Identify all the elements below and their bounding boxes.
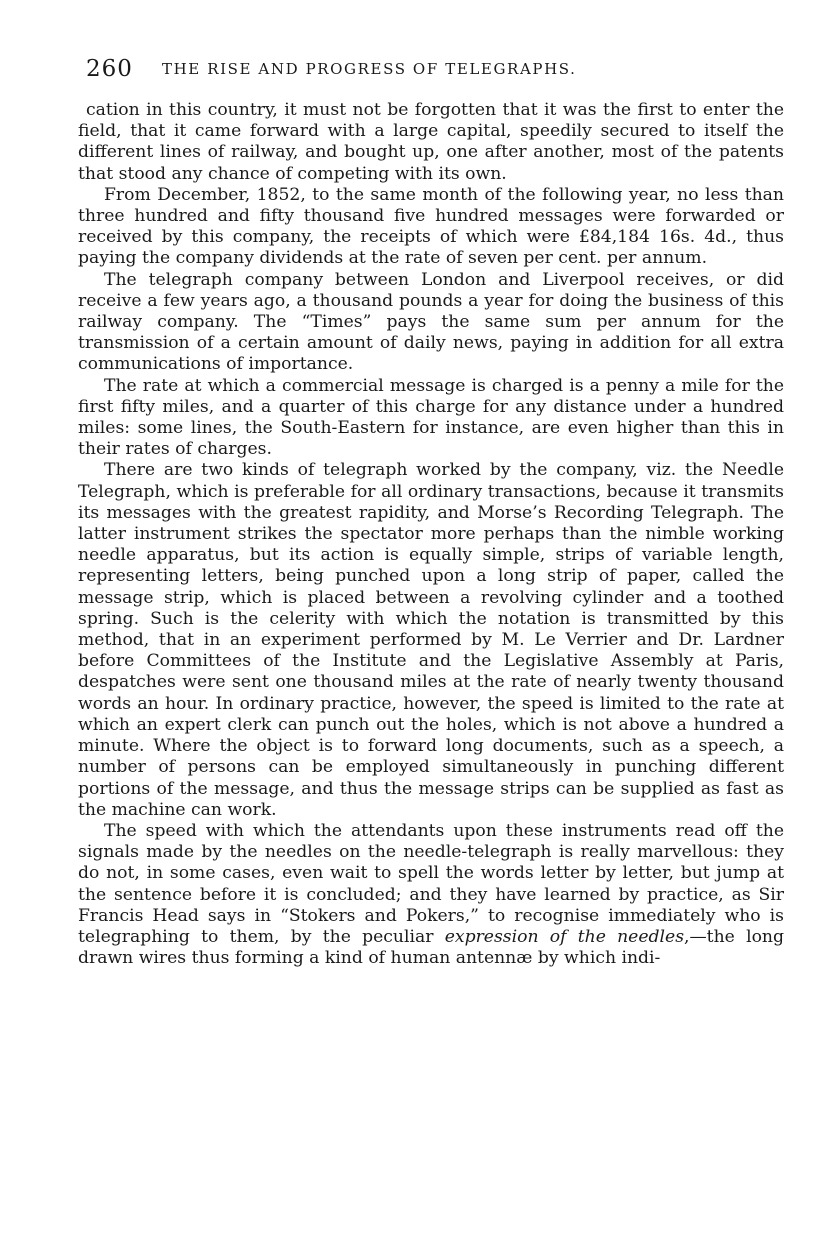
paragraph-dividends: From December, 1852, to the same month of the following year, no less than three hundred and fifty thousand five hundred messages were forwarded or received by this company, the receipts of which were £84,184 16s. 4d., thus paying the company dividends at the rate of seven per cent. per annum. — [78, 184, 784, 269]
paragraph-london-liverpool: The telegraph company between London and Liverpool receives, or did receive a few years ago, a thousand pounds a year for doing the business of this railway company. The “Times” pays the same sum per annum for the transmission of a certain amount of daily news, paying in addition for all extra communications of importance. — [78, 269, 784, 375]
paragraph-reading-speed — [78, 821, 784, 969]
paragraph-telegraph-kinds: There are two kinds of telegraph worked by the company, viz. the Needle Telegraph, which is preferable for all ordinary transactions, because it transmits its messages with the greatest rapidity, and Morse’s Recording Telegraph. The latter instrument strikes the spectator more perhaps than the nimble working needle apparatus, but its action is equally simple, strips of variable length, representing letters, being punched upon a long strip of paper, called the message strip, which is placed between a revolving cylinder and a toothed spring. Such is the celerity with which the notation is transmitted by this method, that in an experiment performed by M. Le Verrier and Dr. Lardner before Committees of the Institute and the Legislative Assembly at Paris, despatches were sent one thousand miles at the rate of nearly twenty thousand words an hour. In ordinary practice, however, the speed is limited to the rate at which an expert clerk can punch out the holes, which is not above a hundred a minute. Where the object is to forward long documents, such as a speech, a number of persons can be employed simultaneously in punching different portions of the message, and thus the message strips can be supplied as fast as the machine can work. — [78, 460, 784, 820]
body-text — [78, 100, 784, 969]
page-number: 260 — [86, 56, 133, 82]
paragraph-continuation: cation in this country, it must not be forgotten that it was the first to enter the field, that it came forward with a large capital, speedily secured to itself the different lines of railway, and bought up, one after another, most of the patents that stood any chance of competing with its own. — [78, 100, 784, 184]
running-title: THE RISE AND PROGRESS OF TELEGRAPHS. — [162, 60, 577, 78]
running-head — [86, 56, 786, 86]
reading-speed-emphasis: expression of the needles — [444, 926, 685, 947]
reading-speed-text-before: The speed with which the attendants upon these instruments read off the signals made by the needles on the needle-telegraph is really marvellous: they do not, in some cases, even wait to spell the words letter by letter, but jump at the sentence before it is concluded; and they have learned by practice, as Sir Francis Head says in “Stokers and Pokers,” to recognise immediately who is telegraphing to them, by the peculiar — [78, 820, 784, 947]
paragraph-message-rate: The rate at which a commercial message is charged is a penny a mile for the first fifty miles, and a quarter of this charge for any distance under a hundred miles: some lines, the South-Eastern for instance, are even higher than this in their rates of charges. — [78, 375, 784, 460]
reading-speed-text-after: ,—the long drawn wires thus forming a kind of human antennæ by which indi- — [78, 926, 784, 969]
